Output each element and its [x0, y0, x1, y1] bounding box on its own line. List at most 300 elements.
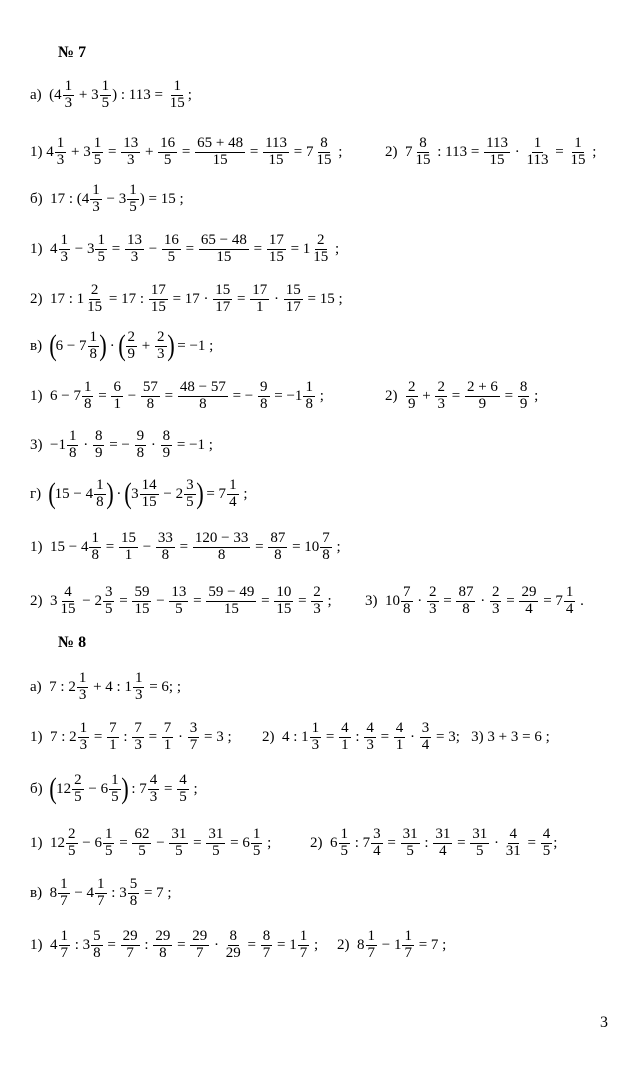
fraction — [153, 929, 172, 962]
numerator: 57 — [142, 378, 158, 395]
denominator: 8 — [136, 444, 145, 461]
text-run: = − — [105, 436, 134, 453]
text-run: = — [439, 592, 456, 609]
denominator: 1 — [113, 395, 121, 412]
denominator: 1 — [163, 736, 172, 753]
text-run: 1) 7 : 2 — [30, 728, 77, 745]
denominator: 9 — [408, 395, 416, 412]
fraction — [93, 429, 105, 462]
numerator: 6 — [113, 378, 121, 395]
text-run: 6 − 7 — [55, 337, 87, 354]
denominator: 8 — [305, 395, 313, 412]
fraction — [267, 233, 286, 266]
fraction — [261, 929, 273, 962]
text-run: ; — [553, 834, 558, 851]
denominator: 5 — [476, 842, 484, 859]
numerator: 1 — [565, 583, 574, 600]
fraction — [148, 773, 160, 806]
big-parenthesis: ) — [99, 329, 107, 362]
text-run: = 3 ; — [200, 728, 232, 745]
numerator: 1 — [305, 378, 313, 395]
denominator: 3 — [491, 600, 500, 617]
denominator: 17 — [285, 298, 301, 315]
fraction — [456, 585, 475, 618]
numerator: 1 — [79, 719, 88, 736]
solution-line — [30, 424, 213, 466]
numerator: 2 — [313, 583, 321, 600]
text-run: = — [551, 143, 568, 160]
text-run: = 6 — [226, 834, 250, 851]
text-run: 1) 4 — [30, 936, 58, 953]
fraction — [401, 827, 420, 860]
denominator: 31 — [505, 842, 521, 859]
big-parenthesis: ( — [48, 329, 57, 362]
numerator: 2 — [491, 583, 500, 600]
denominator: 1 — [341, 736, 349, 753]
numerator: 2 — [157, 328, 165, 345]
text-run: ; — [323, 592, 332, 609]
text-run: ; — [310, 936, 319, 953]
fraction — [72, 773, 84, 806]
numerator: 1 — [92, 181, 100, 198]
denominator: 8 — [260, 395, 268, 412]
numerator: 15 — [285, 281, 301, 298]
denominator: 4 — [421, 736, 430, 753]
big-parenthesis: ) — [120, 772, 129, 805]
text-run: 2) 4 : 1 — [262, 728, 309, 745]
denominator: 5 — [68, 842, 76, 859]
fraction — [284, 283, 303, 316]
text-run: = — [103, 936, 120, 953]
fraction — [55, 136, 67, 169]
text-run: ; — [588, 143, 597, 160]
text-run: − 3 — [71, 240, 95, 257]
numerator: 4 — [149, 771, 158, 788]
text-run: : — [119, 728, 132, 745]
fraction — [433, 827, 452, 860]
denominator: 5 — [175, 842, 183, 859]
denominator: 9 — [127, 345, 136, 362]
fraction — [92, 136, 104, 169]
expression — [385, 136, 596, 169]
denominator: 3 — [60, 248, 68, 265]
big-parenthesis: ( — [47, 477, 56, 510]
text-run: ; — [530, 387, 539, 404]
numerator: 3 — [186, 476, 194, 493]
solution-line — [30, 924, 318, 966]
solution-line — [30, 666, 181, 708]
numerator: 4 — [542, 825, 551, 842]
numerator: 4 — [395, 719, 404, 736]
text-run: ; — [187, 86, 192, 103]
text-run: = — [502, 592, 519, 609]
text-run: б) — [30, 780, 51, 797]
numerator: 48 − 57 — [179, 378, 226, 395]
fraction — [193, 531, 250, 564]
numerator: 59 − 49 — [208, 583, 255, 600]
text-run: = — [453, 834, 470, 851]
fraction — [268, 531, 287, 564]
text-run: ; — [239, 485, 248, 502]
denominator: 3 — [437, 395, 445, 412]
fraction — [85, 283, 104, 316]
text-run: : — [351, 728, 364, 745]
numerator: 59 — [134, 583, 150, 600]
fraction — [127, 183, 139, 216]
text-run: − — [152, 834, 169, 851]
denominator: 15 — [134, 600, 150, 617]
denominator: 4 — [229, 493, 237, 510]
numerator: 4 — [366, 719, 374, 736]
numerator: 3 — [421, 719, 430, 736]
denominator: 5 — [111, 788, 119, 805]
numerator: 8 — [162, 427, 171, 444]
fraction — [518, 380, 530, 413]
expression — [30, 721, 232, 754]
text-run: · — [270, 290, 283, 307]
fraction — [77, 671, 89, 704]
text-run: = — [249, 240, 266, 257]
text-run: = 15 ; — [303, 290, 343, 307]
text-run: а) 7 : 2 — [30, 678, 76, 695]
text-run: = — [160, 387, 177, 404]
numerator: 17 — [150, 281, 166, 298]
text-run: = — [523, 834, 540, 851]
fraction — [91, 929, 103, 962]
denominator: 7 — [97, 892, 105, 909]
text-run: = — [189, 592, 206, 609]
numerator: 9 — [260, 378, 268, 395]
expression — [385, 380, 538, 413]
text-run: 2) 17 : 1 — [30, 290, 85, 307]
fraction — [103, 585, 115, 618]
text-run: · — [490, 834, 503, 851]
numerator: 3 — [104, 583, 113, 600]
text-run: 2) 3 — [30, 592, 58, 609]
denominator: 3 — [429, 600, 437, 617]
text-run: : — [140, 936, 153, 953]
fraction — [149, 283, 168, 316]
denominator: 7 — [196, 944, 204, 961]
text-run: = — [322, 728, 339, 745]
fraction — [303, 380, 315, 413]
fraction — [177, 773, 189, 806]
solution-line — [30, 228, 339, 270]
text-run: 15 − 4 — [54, 485, 94, 502]
denominator: 8 — [129, 892, 138, 909]
text-run: + 3 — [75, 86, 99, 103]
fraction — [121, 136, 140, 169]
text-run: ) = 15 ; — [139, 190, 184, 207]
text-run: · — [476, 592, 489, 609]
numerator: 1 — [173, 77, 181, 94]
numerator: 1 — [574, 134, 582, 151]
fraction — [394, 721, 406, 754]
numerator: 1 — [311, 719, 320, 736]
denominator: 15 — [489, 151, 505, 168]
denominator: 5 — [175, 600, 183, 617]
numerator: 120 − 33 — [194, 529, 249, 546]
fraction — [251, 827, 263, 860]
text-run: + — [418, 387, 435, 404]
numerator: 1 — [229, 476, 237, 493]
text-run: + — [141, 143, 158, 160]
numerator: 1 — [60, 875, 68, 892]
numerator: 31 — [435, 825, 451, 842]
numerator: 8 — [229, 927, 238, 944]
fraction — [169, 827, 188, 860]
text-run: = — [181, 240, 198, 257]
numerator: 62 — [134, 825, 150, 842]
text-run: : 7 — [127, 780, 147, 797]
fraction — [100, 79, 112, 112]
denominator: 1 — [395, 736, 404, 753]
numerator: 4 — [64, 583, 72, 600]
denominator: 8 — [274, 546, 282, 563]
numerator: 1 — [533, 134, 542, 151]
numerator: 1 — [299, 927, 308, 944]
denominator: 5 — [101, 94, 110, 111]
denominator: 5 — [93, 151, 102, 168]
expression — [30, 233, 339, 266]
text-run: = — [383, 834, 400, 851]
text-run: 2) 6 — [310, 834, 338, 851]
text-run: = — [376, 728, 393, 745]
numerator: 4 — [509, 825, 518, 842]
fraction — [169, 585, 188, 618]
fraction — [541, 827, 553, 860]
numerator: 16 — [163, 231, 179, 248]
numerator: 17 — [252, 281, 268, 298]
fraction — [184, 478, 196, 511]
denominator: 5 — [186, 493, 194, 510]
numerator: 3 — [373, 825, 381, 842]
denominator: 3 — [78, 686, 87, 703]
solution-line — [30, 473, 247, 515]
fraction — [135, 429, 147, 462]
text-run: б) 17 : (4 — [30, 190, 90, 207]
text-run: − 6 — [84, 780, 109, 797]
fraction — [519, 585, 538, 618]
text-run: = — [500, 387, 517, 404]
expression — [30, 671, 181, 704]
denominator: 1 — [256, 298, 264, 315]
fraction — [371, 827, 383, 860]
numerator: 7 — [163, 719, 172, 736]
fraction — [364, 721, 376, 754]
numerator: 8 — [94, 427, 103, 444]
fraction — [78, 721, 90, 754]
numerator: 8 — [419, 134, 427, 151]
text-run: 3) 10 — [365, 592, 400, 609]
numerator: 1 — [93, 134, 102, 151]
denominator: 5 — [138, 842, 146, 859]
fraction — [311, 585, 323, 618]
numerator: 7 — [134, 719, 142, 736]
denominator: 7 — [189, 736, 198, 753]
denominator: 113 — [526, 151, 549, 168]
big-parenthesis: ) — [195, 477, 204, 510]
solution-line — [262, 716, 550, 758]
numerator: 8 — [320, 134, 328, 151]
text-run: = −1 ; — [173, 337, 214, 354]
fraction — [162, 233, 181, 266]
text-run: = 1 — [286, 240, 311, 257]
solution-line — [30, 822, 271, 864]
denominator: 8 — [96, 493, 104, 510]
numerator: 31 — [171, 825, 187, 842]
denominator: 8 — [462, 600, 470, 617]
text-run: 1) 4 — [30, 143, 54, 160]
denominator: 15 — [216, 248, 232, 265]
solution-line — [30, 526, 341, 568]
text-run: = — [189, 834, 206, 851]
denominator: 3 — [149, 788, 158, 805]
denominator: 15 — [169, 94, 185, 111]
fraction — [339, 827, 351, 860]
denominator: 1 — [109, 736, 117, 753]
expression — [30, 585, 332, 618]
text-run: − — [138, 538, 155, 555]
expression — [30, 136, 342, 169]
denominator: 9 — [478, 395, 487, 412]
numerator: 29 — [122, 927, 138, 944]
text-run: = 7 ; — [414, 936, 447, 953]
denominator: 5 — [104, 842, 113, 859]
solution-line — [30, 716, 232, 758]
expression — [30, 877, 172, 910]
denominator: 5 — [340, 842, 348, 859]
numerator: 1 — [111, 771, 119, 788]
denominator: 5 — [212, 842, 220, 859]
text-run: − 2 — [78, 592, 102, 609]
text-run: 12 — [56, 780, 72, 797]
fraction — [158, 136, 177, 169]
fraction — [320, 531, 332, 564]
solution-line — [30, 375, 324, 417]
numerator: 15 — [120, 529, 136, 546]
fraction — [59, 929, 71, 962]
text-run: = 17 : — [105, 290, 148, 307]
numerator: 1 — [96, 476, 104, 493]
numerator: 33 — [157, 529, 173, 546]
denominator: 7 — [60, 892, 68, 909]
fraction — [310, 721, 322, 754]
denominator: 3 — [64, 94, 73, 111]
fraction — [107, 721, 119, 754]
fraction — [406, 380, 418, 413]
text-run: − 4 — [70, 884, 95, 901]
numerator: 87 — [270, 529, 286, 546]
numerator: 15 — [215, 281, 231, 298]
fraction — [132, 827, 151, 860]
denominator: 1 — [124, 546, 133, 563]
text-run: + — [138, 337, 155, 354]
numerator: 29 — [155, 927, 171, 944]
text-run: ; — [189, 780, 198, 797]
denominator: 3 — [366, 736, 374, 753]
denominator: 5 — [129, 198, 137, 215]
numerator: 2 — [90, 281, 99, 298]
fraction — [109, 773, 121, 806]
solution-line — [30, 872, 172, 914]
text-run: в) 8 — [30, 884, 58, 901]
numerator: 1 — [340, 825, 348, 842]
text-run: = — [144, 728, 161, 745]
big-parenthesis: ( — [117, 329, 126, 362]
big-parenthesis: ( — [124, 477, 132, 510]
numerator: 65 − 48 — [200, 231, 247, 248]
text-run: = — [107, 240, 124, 257]
text-run: − 2 — [159, 485, 184, 502]
fraction — [128, 877, 140, 910]
numerator: 13 — [126, 231, 142, 248]
numerator: 31 — [472, 825, 488, 842]
text-run: = — [173, 936, 190, 953]
denominator: 3 — [56, 151, 65, 168]
text-run: = — [115, 592, 132, 609]
fraction — [190, 929, 209, 962]
fraction — [298, 929, 310, 962]
text-run: − 6 — [78, 834, 102, 851]
numerator: 1 — [60, 231, 68, 248]
denominator: 5 — [97, 248, 105, 265]
text-run: = 7 — [202, 485, 227, 502]
fraction — [156, 531, 175, 564]
numerator: 17 — [268, 231, 284, 248]
text-run: 2) 8 — [337, 936, 365, 953]
fraction — [88, 330, 100, 363]
denominator: 15 — [141, 493, 157, 510]
fraction — [121, 929, 140, 962]
denominator: 15 — [60, 600, 76, 617]
text-run: 3 — [131, 485, 139, 502]
numerator: 2 — [408, 378, 416, 395]
numerator: 1 — [64, 77, 73, 94]
denominator: 8 — [83, 395, 92, 412]
fraction — [119, 531, 138, 564]
text-run: = −1 ; — [173, 436, 213, 453]
numerator: 1 — [252, 825, 261, 842]
denominator: 8 — [403, 600, 411, 617]
numerator: 87 — [458, 583, 474, 600]
fraction — [564, 585, 576, 618]
fraction — [470, 827, 489, 860]
denominator: 8 — [161, 546, 170, 563]
solution-line — [385, 375, 538, 417]
denominator: 7 — [60, 944, 68, 961]
text-run: = — [294, 592, 311, 609]
denominator: 5 — [252, 842, 261, 859]
fraction — [339, 721, 351, 754]
fraction — [250, 283, 269, 316]
fraction — [401, 585, 413, 618]
solution-line — [30, 768, 198, 810]
text-run: 1) 12 — [30, 834, 65, 851]
fraction — [414, 136, 433, 169]
text-run: : — [420, 834, 433, 851]
fraction — [274, 585, 293, 618]
solution-line — [30, 178, 184, 220]
text-run: = — [246, 143, 263, 160]
denominator: 4 — [373, 842, 381, 859]
denominator: 8 — [322, 546, 330, 563]
numerator: 1 — [129, 181, 137, 198]
fraction — [484, 136, 510, 169]
expression — [30, 79, 192, 112]
numerator: 7 — [109, 719, 117, 736]
text-run: . — [576, 592, 584, 609]
